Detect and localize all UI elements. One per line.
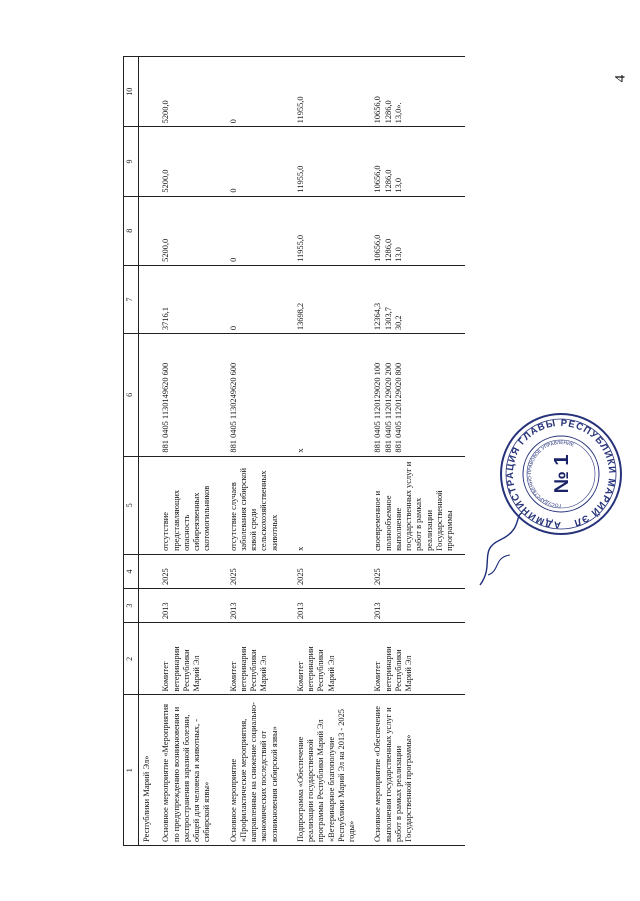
col10-value: 10656,0 1286,0 13,0». [367, 57, 465, 127]
start-year: 2013 [155, 589, 222, 623]
expected-result: x [290, 456, 368, 554]
executor: Комитет ветеринарии Республики Марий Эл [223, 623, 290, 695]
col9-value: 10656,0 1286,0 13,0 [367, 127, 465, 196]
col8-value: 11955,0 [290, 196, 368, 265]
measure-name: Основное мероприятие «Профилактические мероприятия, направленные на снижение социально-экономических последствий от возникновения сибирской язвы» [223, 695, 290, 846]
col-header-2: 2 [124, 623, 139, 695]
col9-value: 11955,0 [290, 127, 368, 196]
budget-code: 881 0405 1120129020 100 881 0405 1120129020 200 881 0405 1120129020 800 [367, 334, 465, 456]
section-title: Республики Марий Эл» [139, 695, 156, 846]
subprogram-name: Подпрограмма «Обеспечение реализации государственной программы Республики Марий Эл «Ветеринарное благополучие Республики Марий Эл на 2013 - 2025 годы» [290, 695, 368, 846]
seal-number: № 1 [551, 454, 573, 494]
col-header-4: 4 [124, 554, 139, 588]
budget-code: 881 0405 1130149620 600 [155, 334, 222, 456]
program-table [123, 56, 465, 846]
col-header-8: 8 [124, 196, 139, 265]
official-seal [497, 410, 625, 538]
executor: Комитет ветеринарии Республики Марий Эл [290, 623, 368, 695]
page-number: 4 [612, 74, 629, 83]
col9-value: 5200,0 [155, 127, 222, 196]
measure-name: Основное мероприятие «Обеспечение выполнения государственных услуг и работ в рамках реализации Государственной программы» [367, 695, 465, 846]
col-header-7: 7 [124, 265, 139, 333]
expected-result: отсутствие случаев заболевания сибирской язвой среди сельскохозяйственных животных [223, 456, 290, 554]
end-year: 2025 [155, 554, 222, 588]
col8-value: 5200,0 [155, 196, 222, 265]
budget-code: 881 0405 1130249620 600 [223, 334, 290, 456]
table-row [367, 57, 465, 846]
section-row [139, 57, 156, 846]
col8-value: 0 [223, 196, 290, 265]
table-row [290, 57, 368, 846]
col7-value: 13698,2 [290, 265, 368, 333]
header-row [124, 57, 139, 846]
budget-code: x [290, 334, 368, 456]
col7-value: 3716,1 [155, 265, 222, 333]
end-year: 2025 [290, 554, 368, 588]
col10-value: 0 [223, 57, 290, 127]
col8-value: 10656,0 1286,0 13,0 [367, 196, 465, 265]
start-year: 2013 [367, 589, 465, 623]
col10-value: 5200,0 [155, 57, 222, 127]
col10-value: 11955,0 [290, 57, 368, 127]
executor: Комитет ветеринарии Республики Марий Эл [155, 623, 222, 695]
col-header-10: 10 [124, 57, 139, 127]
col7-value: 12364,3 1303,7 30,2 [367, 265, 465, 333]
seal-inner-text: ГОСУДАРСТВЕННО-ПРАВОВОЕ УПРАВЛЕНИЕ [527, 440, 575, 508]
table-row [223, 57, 290, 846]
seal-outer-text: АДМИНИСТРАЦИЯ ГЛАВЫ РЕСПУБЛИКИ МАРИЙ ЭЛ [504, 417, 618, 531]
end-year: 2025 [367, 554, 465, 588]
start-year: 2013 [223, 589, 290, 623]
expected-result: отсутствие представляющих опасность сибиреязвенных скотомогильников [155, 456, 222, 554]
col-header-9: 9 [124, 127, 139, 196]
col-header-1: 1 [124, 695, 139, 846]
executor: Комитет ветеринарии Республики Марий Эл [367, 623, 465, 695]
col7-value: 0 [223, 265, 290, 333]
col9-value: 0 [223, 127, 290, 196]
table-row [155, 57, 222, 846]
col-header-5: 5 [124, 456, 139, 554]
col-header-6: 6 [124, 334, 139, 456]
end-year: 2025 [223, 554, 290, 588]
col-header-3: 3 [124, 589, 139, 623]
start-year: 2013 [290, 589, 368, 623]
measure-name: Основное мероприятие «Мероприятия по предупреждению возникновения и распространения заразной болезни, общей для человека и животных, - сибирской язвы» [155, 695, 222, 846]
expected-result: своевременное и полнообъемное выполнение государственных услуг и работ в рамках реализации Государственной программы [367, 456, 465, 554]
